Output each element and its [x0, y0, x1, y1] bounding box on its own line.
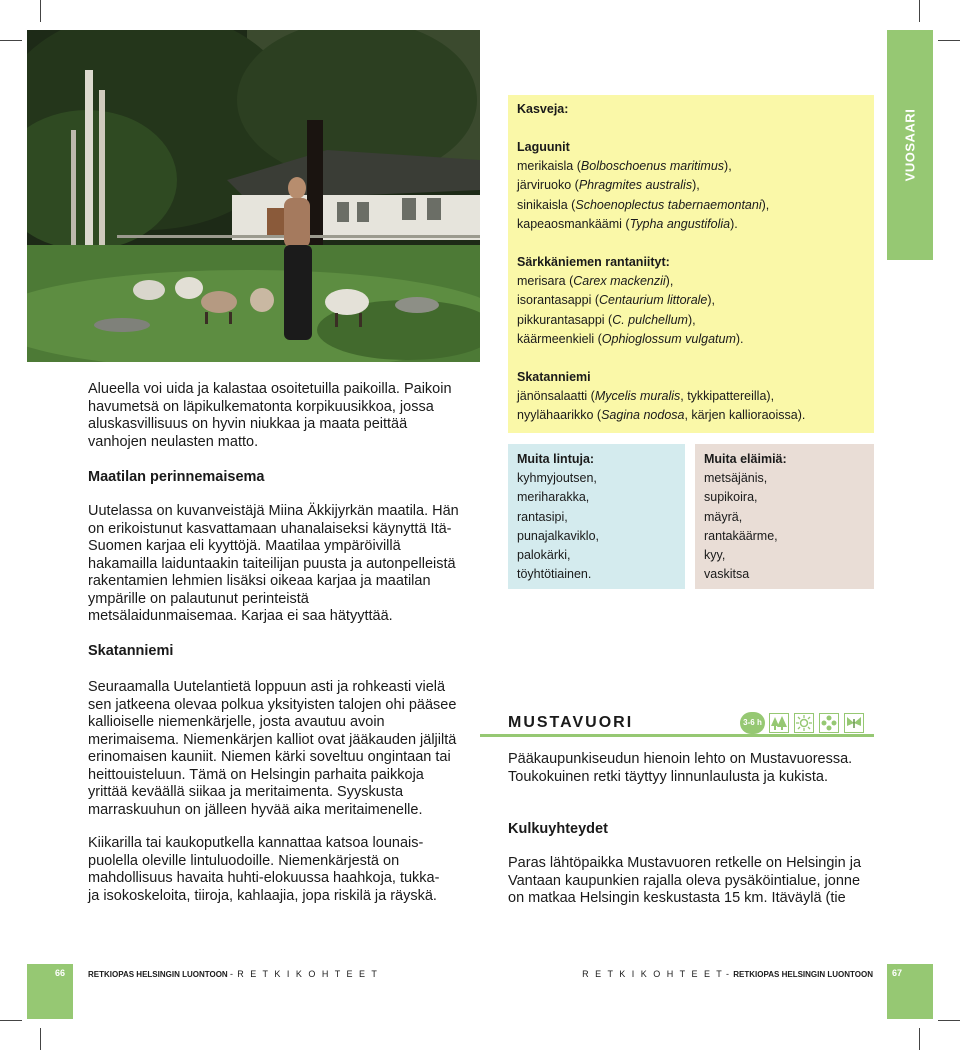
plant-note: ), [665, 274, 674, 289]
crop-mark [0, 1020, 22, 1021]
plant-entry [517, 311, 867, 330]
flower-icon [819, 713, 839, 733]
plant-note: ). [730, 216, 738, 231]
butterfly-icon [844, 713, 864, 733]
bird-item: töyhtötiainen. [517, 567, 592, 582]
plant-entry [517, 215, 867, 234]
side-tab-right [887, 30, 933, 260]
plant-note: ), [687, 312, 696, 327]
plants-section-label: Laguunit [517, 140, 570, 154]
side-tab-label: VUOSAARI [902, 108, 918, 182]
animal-item: vaskitsa [704, 567, 750, 582]
plant-common-name: käärmeenkieli ( [517, 331, 602, 346]
plant-entry [517, 291, 867, 310]
plant-latin-name: Mycelis muralis [594, 389, 681, 404]
birds-box [508, 444, 685, 589]
heading-kulkuyhteydet: Kulkuyhteydet [508, 821, 608, 837]
plant-common-name: järviruoko ( [517, 178, 579, 193]
section-label: R E T K I K O H T E E T [237, 969, 379, 979]
plant-note: ), [724, 159, 732, 174]
intro-paragraph: Alueella voi uida ja kalastaa osoitetuilla paikoilla. Paikoin havumetsä on läpikulkematonta korpikuusikkoa, jossa aluskasvillisuus on hyvin niukkaa ja maata peittää vanhojen neulasten matto. [88, 381, 452, 450]
crop-mark [938, 40, 960, 41]
animal-item: kyy, [704, 548, 726, 563]
title-underline [480, 734, 874, 737]
kulkuyhteydet-paragraph: Paras lähtöpaikka Mustavuoren retkelle on Helsingin ja Vantaan kaupunkien rajalla oleva pysäköintialue, jonne on matkaa Helsingin keskustasta 15 km. Itäväylä (tie [508, 855, 862, 906]
plant-latin-name: Bolboschoenus maritimus [580, 159, 725, 174]
crop-mark [40, 1028, 41, 1050]
plant-common-name: sinikaisla ( [517, 197, 576, 212]
duration-badge: 3-6 h [740, 712, 765, 734]
footer-tab-right [887, 964, 933, 1019]
plants-section-label: Särkkäniemen rantaniityt: [517, 255, 670, 270]
footer-left [88, 969, 379, 979]
plant-note: ), [707, 293, 716, 308]
plant-note: ), [761, 197, 770, 212]
bird-item: rantasipi, [517, 509, 568, 524]
footer-tab-left [27, 964, 73, 1019]
heading-maatilan-perinnemaisema: Maatilan perinnemaisema [88, 469, 265, 485]
plant-latin-name: Centaurium littorale [599, 293, 708, 308]
plant-common-name: isorantasappi ( [517, 293, 599, 308]
book-title: RETKIOPAS HELSINGIN LUONTOON [88, 970, 228, 979]
page-number-right: 67 [892, 968, 903, 978]
animals-box [695, 444, 874, 589]
plant-common-name: kapeaosmankäämi ( [517, 216, 630, 231]
plant-latin-name: Phragmites australis [578, 178, 693, 193]
plant-entry [517, 176, 867, 195]
plants-box [508, 95, 874, 433]
plant-latin-name: Typha angustifolia [629, 216, 731, 231]
plant-common-name: merikaisla ( [517, 159, 581, 174]
forest-icon [769, 713, 789, 733]
mustavuori-intro: Pääkaupunkiseudun hienoin lehto on Mustavuoressa. Toukokuinen retki täyttyy linnunlaulusta ja kukista. [508, 751, 853, 785]
farm-paragraph: Uutelassa on kuvanveistäjä Miina Äkkijyrkän maatila. Hän on erikoistunut kasvattamaan uhanalaiseksi käynyttä Itä-Suomen karjaa eli kyyttöjä. Maatilaa ympäröivillä hakamailla laiduntaakin taiteilijan puusta ja autonpelleistä rakentamien lehmien lisäksi oikeaa karjaa ja maatilan ympärille on palautunut perinteistä metsälaidunmaisemaa. Karjaa ei saa hätyyttää. [88, 503, 459, 624]
crop-mark [919, 0, 920, 22]
crop-mark [938, 1020, 960, 1021]
mustavuori-title: MUSTAVUORI [508, 714, 634, 731]
crop-mark [40, 0, 41, 22]
plant-entry [517, 387, 867, 406]
plant-note: , tykkipattereilla), [680, 389, 775, 404]
plant-entry [517, 330, 867, 349]
birds-title: Muita lintuja: [517, 452, 595, 466]
plant-common-name: merisara ( [517, 274, 574, 289]
bird-item: meriharakka, [517, 490, 590, 505]
animal-item: rantakäärme, [704, 528, 778, 543]
plant-entry [517, 272, 867, 291]
plant-entry [517, 157, 867, 176]
animals-title: Muita eläimiä: [704, 452, 787, 466]
plant-latin-name: C. pulchellum [612, 312, 688, 327]
plant-latin-name: Ophioglossum vulgatum [601, 331, 736, 346]
animal-item: mäyrä, [704, 509, 743, 524]
plant-latin-name: Sagina nodosa [601, 408, 685, 423]
plant-common-name: pikkurantasappi ( [517, 312, 613, 327]
sun-icon [794, 713, 814, 733]
animal-item: metsäjänis, [704, 471, 768, 486]
bird-item: punajalkaviklo, [517, 528, 599, 543]
plant-entry [517, 196, 867, 215]
book-title: RETKIOPAS HELSINGIN LUONTOON [733, 970, 873, 979]
bird-item: kyhmyjoutsen, [517, 471, 597, 486]
plants-title: Kasveja: [517, 102, 569, 116]
section-label: R E T K I K O H T E E T [582, 969, 724, 979]
animal-item: supikoira, [704, 490, 758, 505]
plant-note: ). [735, 331, 744, 346]
bird-item: palokärki, [517, 548, 571, 563]
plant-note: , kärjen kallioraoissa). [684, 408, 806, 423]
footer-right [582, 969, 873, 979]
skatanniemi-paragraph: Seuraamalla Uutelantietä loppuun asti ja rohkeasti vielä sen jatkeena olevaa polkua yksityisten talojen ohi pääsee kallioiselle niemenkärjelle, josta avautuu avoin merimaisema. Niemenkärjen kalliot ovat jääkauden jäljiltä erinomaisen kauniit. Niemen kärki soveltuu ongintaan tai heittouisteluun. Tämä on Helsingin parhaita paikkoja yrittää keväällä siikaa ja meritaimenta. Syyskusta marraskuuhun on jälleen hyvää aika meritaimenelle. [88, 679, 457, 818]
plant-common-name: jänönsalaatti ( [517, 389, 595, 404]
plant-note: ), [692, 178, 700, 193]
page-number-left: 66 [55, 968, 66, 978]
plant-entry [517, 406, 867, 425]
plant-common-name: nyylähaarikko ( [517, 408, 602, 423]
farm-photo [27, 30, 480, 362]
plants-section-label: Skatanniemi [517, 370, 591, 385]
crop-mark [0, 40, 22, 41]
plant-latin-name: Schoenoplectus tabernaemontani [575, 197, 762, 212]
birdwatching-paragraph: Kiikarilla tai kaukoputkella kannattaa katsoa lounais-puolella oleville lintuluodoille. Niemenkärjestä on mahdollisuus havaita huhti-elokuussa haahkoja, tukka-ja isokoskeloita, tiiroja, kahlaajia, jopa riskilä ja räyskä. [88, 835, 440, 904]
footer-separator: - [229, 969, 235, 979]
plant-latin-name: Carex mackenzii [573, 274, 666, 289]
heading-skatanniemi: Skatanniemi [88, 643, 174, 659]
crop-mark [919, 1028, 920, 1050]
footer-separator: - [726, 969, 732, 979]
